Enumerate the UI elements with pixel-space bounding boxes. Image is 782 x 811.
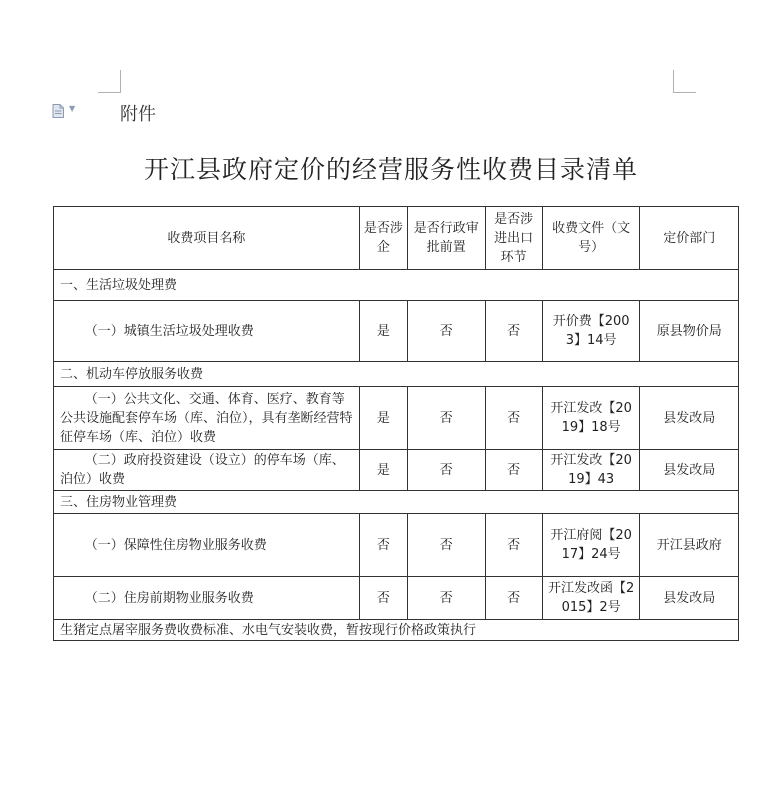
fee-name-cell: （二）政府投资建设（设立）的停车场（库、泊位）收费 xyxy=(54,450,360,491)
inout-cell: 否 xyxy=(485,577,542,620)
section-row xyxy=(54,491,739,514)
header-fee-document: 收费文件（文号） xyxy=(542,207,640,270)
dept-cell: 开江县政府 xyxy=(640,514,739,577)
page-corner-mark-left xyxy=(98,70,121,93)
table-row xyxy=(54,450,739,491)
document-cell: 开江发改【2019】18号 xyxy=(542,387,640,450)
admin-cell: 否 xyxy=(408,450,485,491)
enterprise-cell: 是 xyxy=(359,387,407,450)
document-cell: 开江发改函【2015】2号 xyxy=(542,577,640,620)
section-row xyxy=(54,362,739,387)
document-cell: 开价费【2003】14号 xyxy=(542,301,640,362)
section-title: 一、生活垃圾处理费 xyxy=(54,270,739,301)
document-icon[interactable] xyxy=(52,104,64,118)
inout-cell: 否 xyxy=(485,514,542,577)
enterprise-cell: 是 xyxy=(359,301,407,362)
footer-note: 生猪定点屠宰服务费收费标准、水电气安装收费，暂按现行价格政策执行 xyxy=(54,620,739,641)
page-corner-mark-right xyxy=(673,70,696,93)
table-row xyxy=(54,577,739,620)
enterprise-cell: 是 xyxy=(359,450,407,491)
header-admin-approval: 是否行政审批前置 xyxy=(408,207,485,270)
fee-name-cell: （一）城镇生活垃圾处理收费 xyxy=(54,301,360,362)
admin-cell: 否 xyxy=(408,514,485,577)
enterprise-cell: 否 xyxy=(359,514,407,577)
fee-catalog-table xyxy=(53,206,739,641)
section-title: 二、机动车停放服务收费 xyxy=(54,362,739,387)
fee-name-cell: （二）住房前期物业服务收费 xyxy=(54,577,360,620)
page-title: 开江县政府定价的经营服务性收费目录清单 xyxy=(143,155,638,184)
section-title: 三、住房物业管理费 xyxy=(54,491,739,514)
enterprise-cell: 否 xyxy=(359,577,407,620)
attachment-label: 附件 xyxy=(120,104,156,125)
header-involves-enterprise: 是否涉企 xyxy=(359,207,407,270)
dept-cell: 原县物价局 xyxy=(640,301,739,362)
table-header-row xyxy=(54,207,739,270)
table-row xyxy=(54,301,739,362)
inout-cell: 否 xyxy=(485,301,542,362)
fee-name-cell: （一）公共文化、交通、体育、医疗、教育等公共设施配套停车场（库、泊位），具有垄断经营特征停车场（库、泊位）收费 xyxy=(54,387,360,450)
footer-note-row xyxy=(54,620,739,641)
dept-cell: 县发改局 xyxy=(640,577,739,620)
inout-cell: 否 xyxy=(485,387,542,450)
header-fee-name: 收费项目名称 xyxy=(54,207,360,270)
dept-cell: 县发改局 xyxy=(640,387,739,450)
dept-cell: 县发改局 xyxy=(640,450,739,491)
admin-cell: 否 xyxy=(408,577,485,620)
header-pricing-dept: 定价部门 xyxy=(640,207,739,270)
admin-cell: 否 xyxy=(408,301,485,362)
table-row xyxy=(54,514,739,577)
admin-cell: 否 xyxy=(408,387,485,450)
header-import-export: 是否涉进出口环节 xyxy=(485,207,542,270)
fee-name-cell: （一）保障性住房物业服务收费 xyxy=(54,514,360,577)
document-cell: 开江府阅【2017】24号 xyxy=(542,514,640,577)
section-row xyxy=(54,270,739,301)
table-row xyxy=(54,387,739,450)
document-cell: 开江发改【2019】43 xyxy=(542,450,640,491)
chevron-down-icon[interactable]: ▼ xyxy=(69,104,76,113)
inout-cell: 否 xyxy=(485,450,542,491)
